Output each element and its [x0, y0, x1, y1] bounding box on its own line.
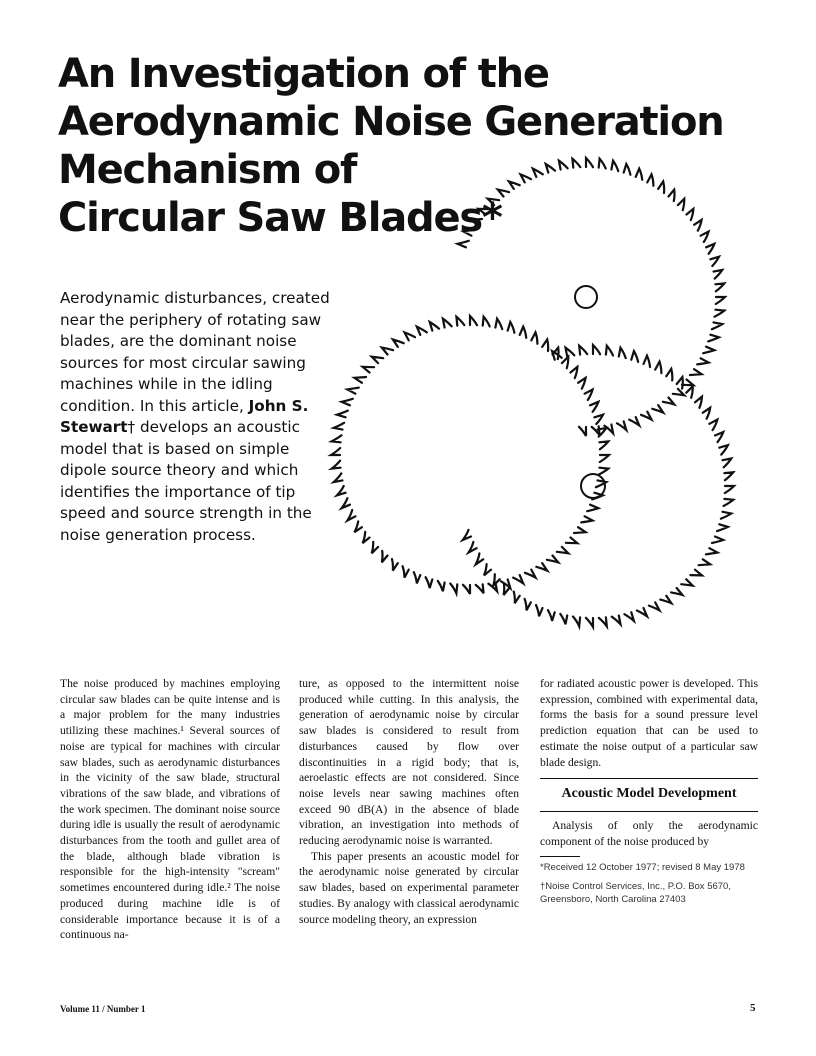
body-paragraph: The noise produced by machines employing circular saw blades can be quite intense and is a major problem for the many industries utilizing these machines.¹ Several sources of noise are typical for machines with circular saw blades, such as aerodynamic disturbances in the vicinity of the saw blade, structural vibrations of the saw blade, and vibrations of the work specimen. The dominant noise source during idle is usually the result of aerodynamic disturbances from the tooth and gullet area of the blade, although blade vibration is responsible for the high-intensity "scream" sometimes encountered during idle.² The noise produced during machine idle is of considerable importance because it is of a continuous na-	[60, 677, 280, 942]
journal-issue: Volume 11 / Number 1	[60, 1004, 146, 1014]
section-heading: Acoustic Model Development	[561, 786, 737, 802]
lede-text: Aerodynamic disturbances, created near the periphery of rotating saw blades, are the dominant noise sources for most circular sawing machines while in the idling condition. In this article,	[60, 289, 330, 415]
author-dagger: †	[127, 418, 136, 436]
author-name: John S. Stewart	[60, 396, 309, 436]
blade-arbor-hole	[581, 474, 605, 498]
blade-arbor-hole	[575, 286, 597, 308]
page-number: 5	[750, 1002, 756, 1014]
saw-blades-illustration	[320, 140, 760, 640]
body-paragraph: Analysis of only the aerodynamic component of the noise produced by	[540, 819, 758, 848]
title-line: Mechanism of	[58, 147, 357, 193]
body-paragraph: ture, as opposed to the intermittent noise produced while cutting. In this analysis, the generation of aerodynamic noise by circular saw blades is considered to result from disturbances caused by flow over discontinuities in a rigid body; that is, aeroelastic effects are not considered. Since noise levels near sawing machines often exceed 90 dB(A) in the absence of blade vibration, an investigation into methods of reducing aerodynamic noise is warranted.	[299, 677, 519, 848]
body-column-3	[540, 676, 758, 912]
section-divider	[540, 778, 758, 779]
body-column-2	[299, 676, 519, 927]
footnote-rule	[540, 856, 580, 857]
body-paragraph: for radiated acoustic power is developed. This expression, combined with experimental data, forms the basis for a sound pressure level prediction equation that can be used to estimate the noise output of a particular saw blade design.	[540, 677, 758, 769]
title-line: An Investigation of the	[58, 51, 549, 97]
title-line: Aerodynamic Noise Generation	[58, 99, 724, 145]
section-divider	[540, 811, 758, 812]
footnote: *Received 12 October 1977; revised 8 May 1978	[540, 861, 745, 873]
body-paragraph: This paper presents an acoustic model for the aerodynamic noise generated by circular saw blades, based on experimental parameter studies. By analogy with classical aerodynamic source modeling theory, an expression	[299, 849, 519, 926]
footnote: †Noise Control Services, Inc., P.O. Box 5670, Greensboro, North Carolina 27403	[540, 880, 731, 905]
body-column-1	[60, 676, 280, 943]
lede-text-end: develops an acoustic model that is based on simple dipole source theory and which identifies the importance of tip speed and source strength in the noise generation process.	[60, 418, 312, 544]
title-line: Circular Saw Blades*	[58, 195, 502, 241]
article-lede	[60, 288, 330, 546]
